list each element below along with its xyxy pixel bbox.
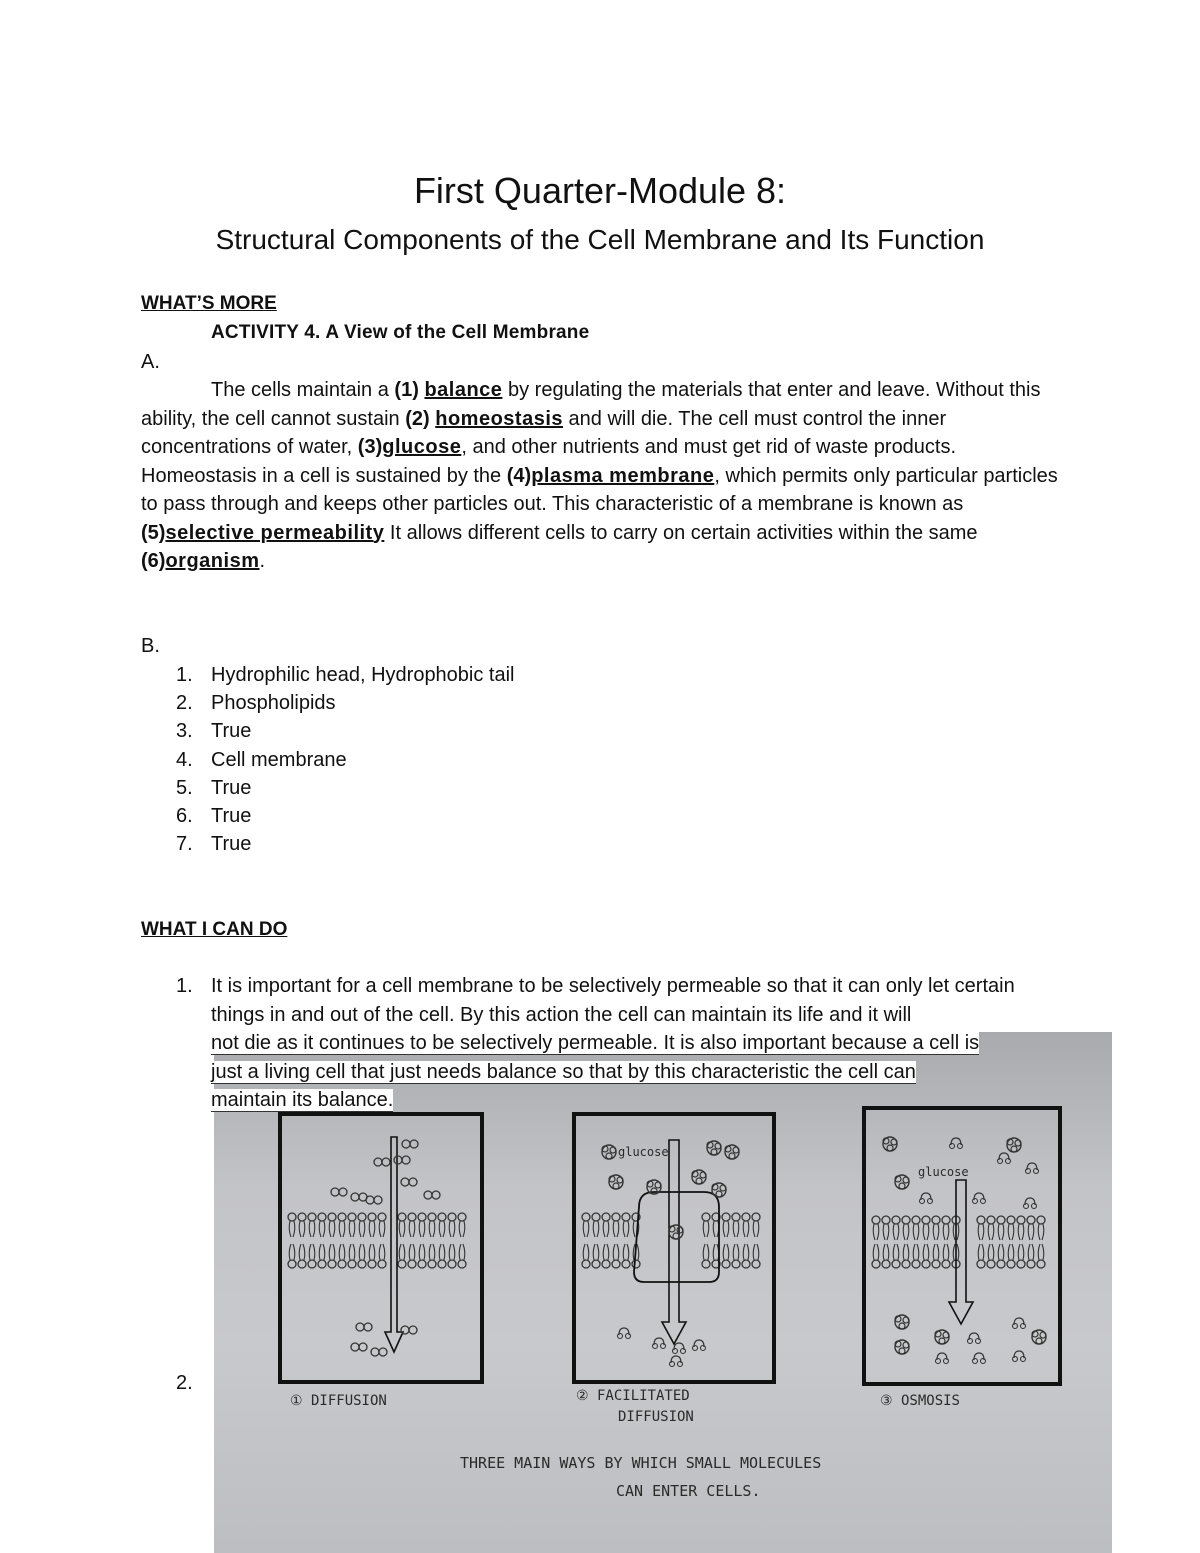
answer-organism: organism <box>165 550 260 572</box>
blank-number: (6) <box>141 550 166 572</box>
membrane-bilayer-1 <box>288 1213 466 1268</box>
facilitated-diffusion-label: ② FACILITATED <box>576 1388 690 1404</box>
blank-number: (1) <box>394 379 419 401</box>
activity-title: ACTIVITY 4. A View of the Cell Membrane <box>211 322 590 343</box>
list-item: 1. Hydrophilic head, Hydrophobic tail <box>176 664 515 686</box>
list-item: 1. It is important for a cell membrane to be selectively permeable so that it can only let certain things in and out of the cell. By this action the cell can maintain its life and it will not die as it continues to be selectively permeable. It is also important because a cell is just a living cell that just needs balance so that by this characteristic the cell can maintain its balance. <box>176 975 1015 1111</box>
list-item: 4. Cell membrane <box>176 748 347 771</box>
fill-in-paragraph: The cells maintain a (1) balance by regulating the materials that enter and leave. Without this ability, the cell cannot sustain (2) homeostasis and will die. The cell must control the inner concentrations of water, (3)glucose, and other nutrients and must get rid of waste products. Homeostasis in a cell is sustained by the (4)plasma membrane, which permits only particular particles to pass through and keeps other particles out. This characteristic of a membrane is known as (5)selective permeability It allows different cells to carry on certain activities within the same (6)organism. <box>141 379 1058 572</box>
part-b-list <box>141 661 515 858</box>
facilitated-diffusion-label-2: DIFFUSION <box>618 1409 694 1425</box>
list-item: 3. True <box>176 720 252 743</box>
answer-line: It is important for a cell membrane to be selectively permeable so that it can only let certain things in and out of the cell. By this action the cell can maintain its life and it will <box>211 975 1015 1026</box>
answer-line: maintain its balance. <box>211 1089 394 1111</box>
osmosis-label: ③ OSMOSIS <box>880 1393 960 1409</box>
item-2-number: 2. <box>176 1372 193 1394</box>
page-title: First Quarter-Module 8: <box>413 170 787 211</box>
part-a-label: A. <box>141 351 160 373</box>
blank-number: (3) <box>357 436 383 458</box>
answer-line: just a living cell that just needs balance so that by this characteristic the cell can <box>211 1060 916 1083</box>
drawing-caption-line1: THREE MAIN WAYS BY WHICH SMALL MOLECULES <box>460 1454 822 1472</box>
page-subtitle: Structural Components of the Cell Membrane and Its Function <box>215 224 985 255</box>
whats-more-heading: WHAT’S MORE <box>141 293 277 314</box>
blank-number: (4) <box>506 464 532 487</box>
what-i-can-do-list <box>141 972 1061 1115</box>
glucose-label: glucose <box>918 1165 969 1179</box>
blank-number: (2) <box>405 407 430 430</box>
answer-homeostasis: homeostasis <box>435 407 563 430</box>
part-b-label: B. <box>141 635 160 657</box>
answer-line: not die as it continues to be selectively permeable. It is also important because a cell is <box>211 1032 980 1054</box>
glucose-label: glucose <box>618 1145 669 1159</box>
list-item: 2. Phospholipids <box>176 692 336 715</box>
what-i-can-do-heading: WHAT I CAN DO <box>141 919 288 940</box>
list-item: 7. True <box>176 833 252 856</box>
diffusion-label: ① DIFFUSION <box>290 1393 387 1409</box>
blank-number: (5) <box>141 521 166 544</box>
answer-glucose: glucose <box>382 436 462 458</box>
list-item: 5. True <box>176 776 252 799</box>
drawing-caption-line2: CAN ENTER CELLS. <box>616 1482 761 1500</box>
answer-plasma-membrane: plasma membrane <box>531 464 715 487</box>
answer-selective-permeability: selective permeability <box>165 521 385 544</box>
answer-balance: balance <box>424 379 503 401</box>
list-item: 6. True <box>176 805 252 828</box>
